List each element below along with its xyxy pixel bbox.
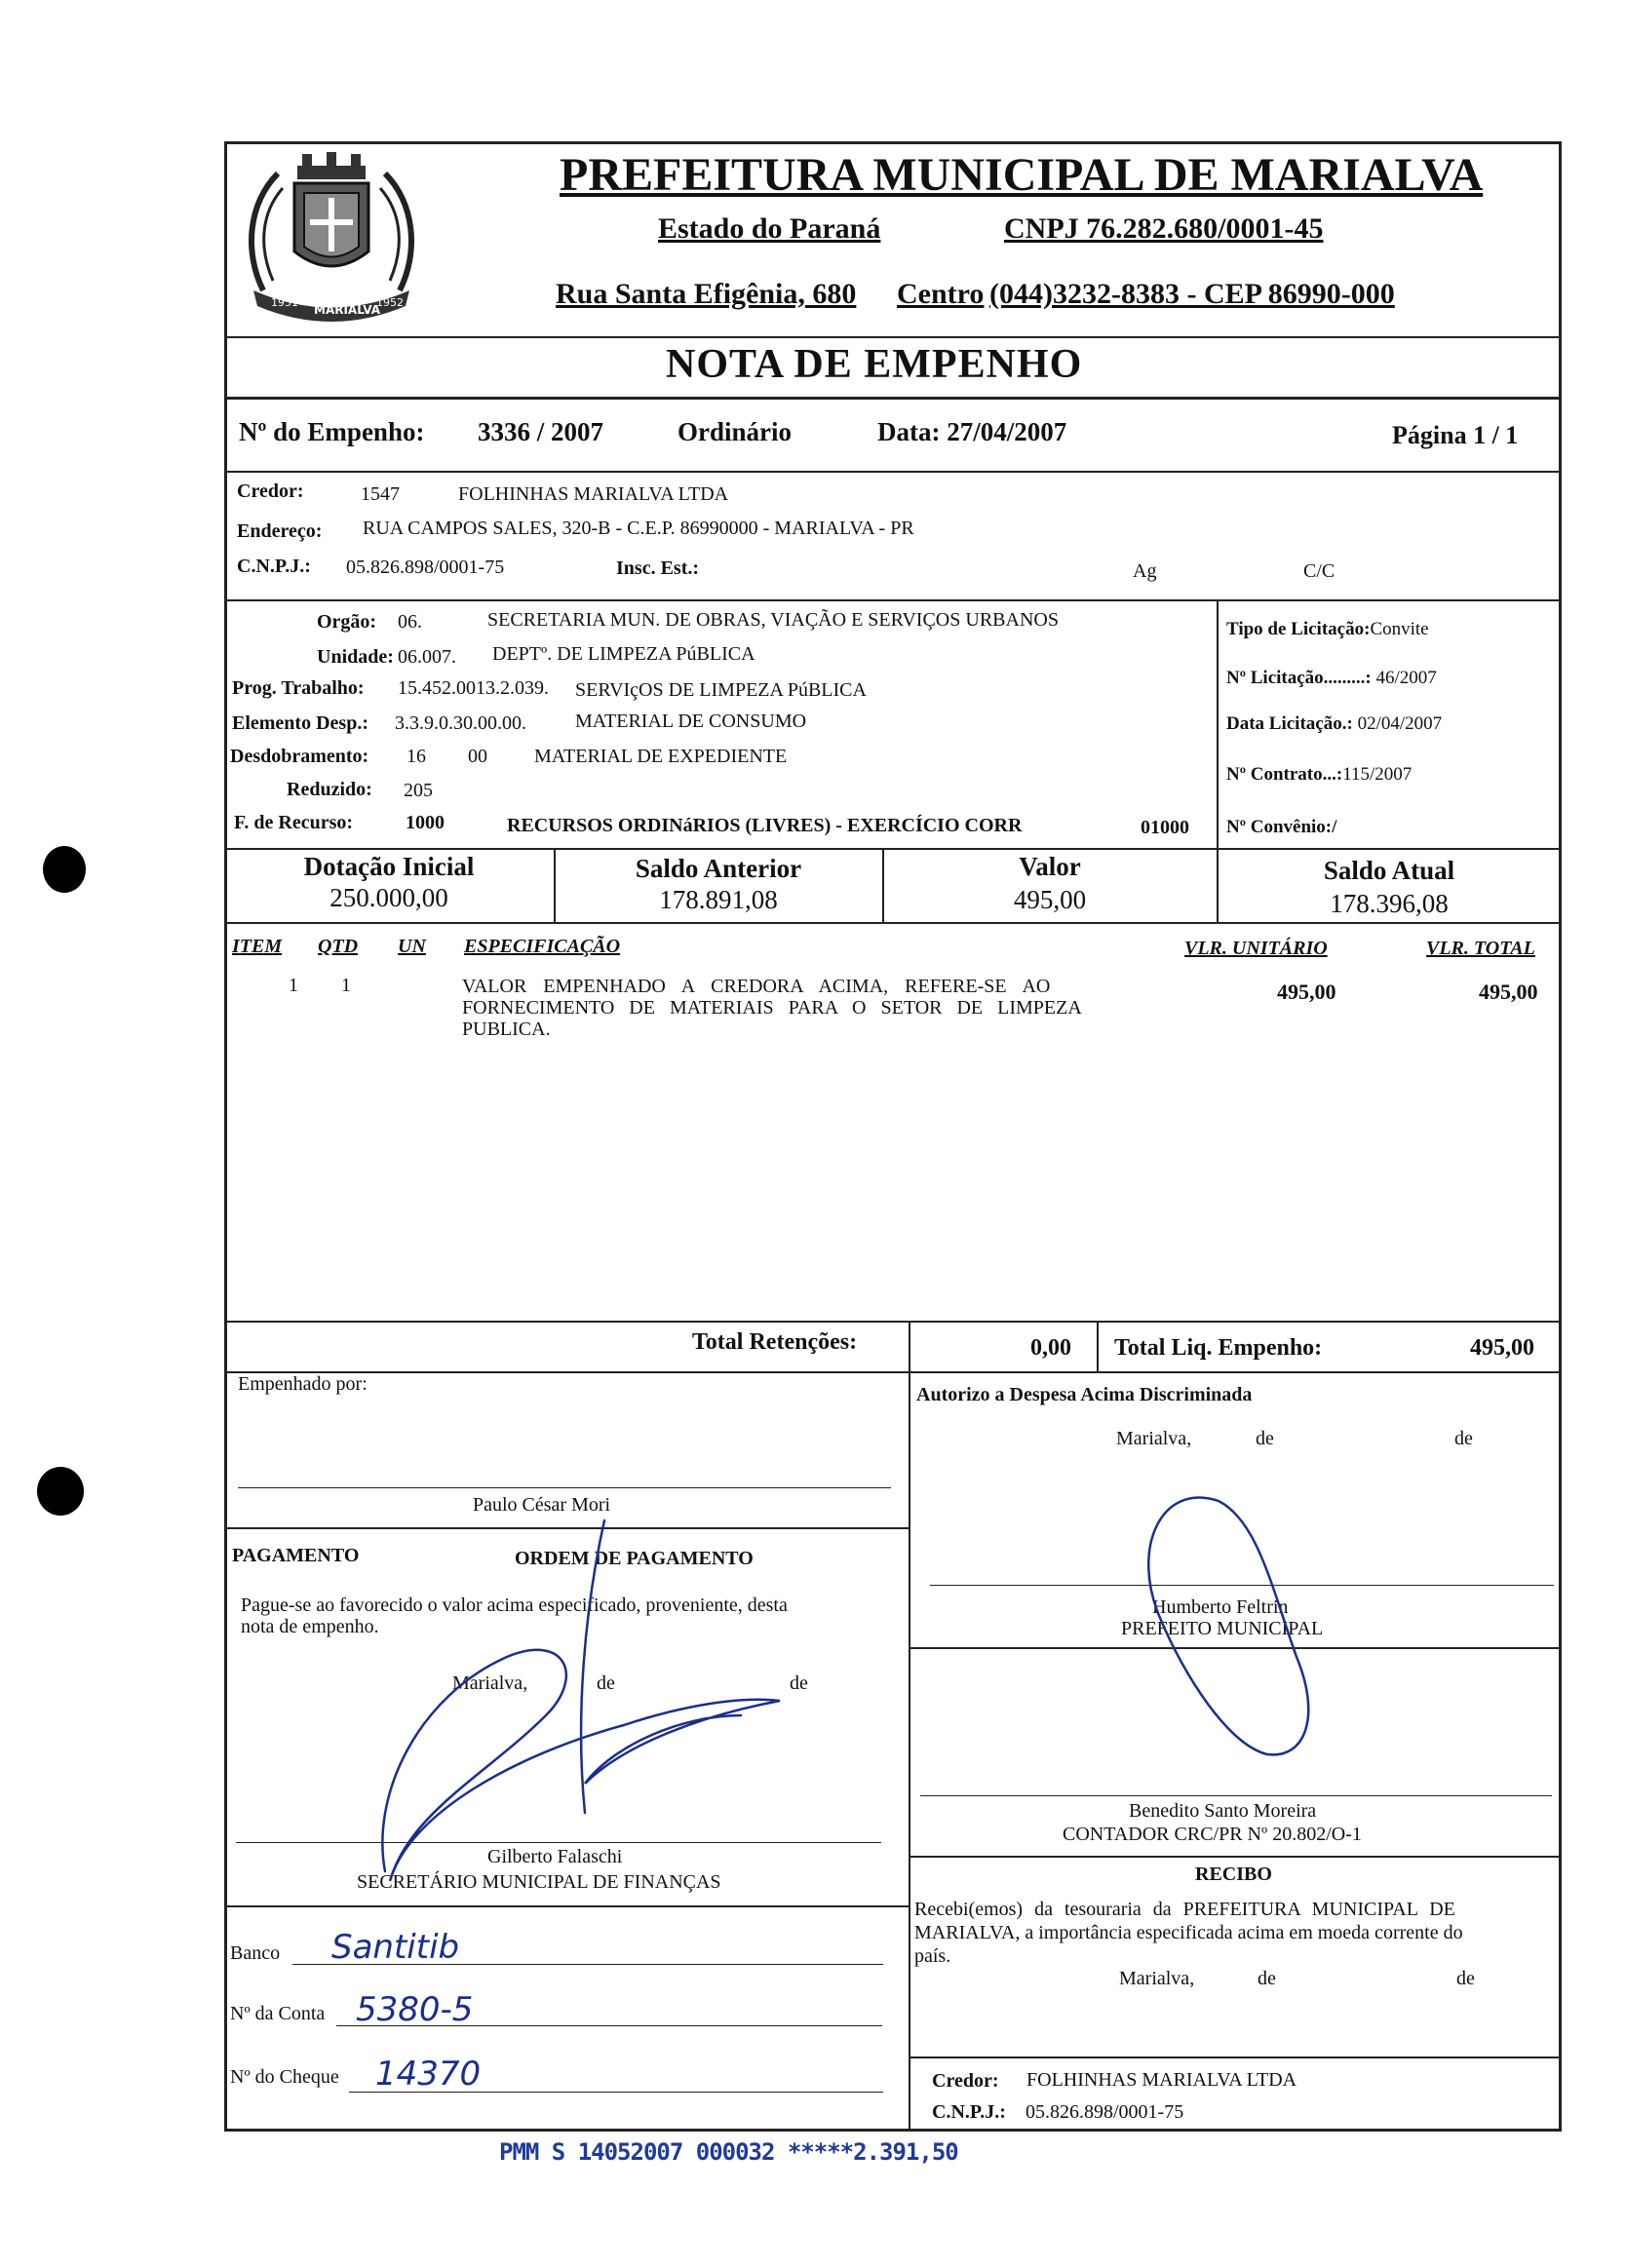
item-unit-value: 495,00 — [1277, 980, 1336, 1004]
prog-code: 15.452.0013.2.039. — [398, 677, 549, 699]
prefeito-name: Humberto Feltrin — [1152, 1596, 1289, 1618]
header-phone-cep: (044)3232-8383 - CEP 86990-000 — [989, 278, 1395, 310]
recibo-de2: de — [1456, 1968, 1475, 1989]
desd-label: Desdobramento: — [230, 746, 369, 767]
cc-label: C/C — [1303, 560, 1336, 582]
recurso-label: F. de Recurso: — [234, 812, 354, 833]
col-qtd-header: QTD — [318, 936, 359, 957]
valor-value: 495,00 — [1013, 885, 1087, 914]
saldo-anterior-value: 178.891,08 — [659, 885, 778, 914]
recurso-num: 01000 — [1141, 817, 1189, 838]
autorizo-label: Autorizo a Despesa Acima Discriminada — [916, 1384, 1253, 1405]
total-liq-label: Total Liq. Empenho: — [1114, 1335, 1323, 1361]
item-total-value: 495,00 — [1479, 980, 1538, 1004]
empenho-label: Nº do Empenho: — [239, 417, 425, 446]
header-cnpj: CNPJ 76.282.680/0001-45 — [1004, 212, 1324, 245]
orgao-label: Orgão: — [317, 611, 377, 633]
cheque-label: Nº do Cheque — [230, 2066, 339, 2088]
elem-desc: MATERIAL DE CONSUMO — [575, 711, 807, 732]
licitacao-num-label: Nº Licitação.........: 46/2007 — [1226, 668, 1437, 688]
total-retencoes-value: 0,00 — [1030, 1335, 1071, 1361]
pagamento-de2: de — [790, 1672, 808, 1694]
col-unit-header: VLR. UNITÁRIO — [1184, 938, 1328, 959]
total-retencoes-label: Total Retenções: — [692, 1329, 858, 1355]
financas-name: Gilberto Falaschi — [487, 1846, 623, 1867]
orgao-code: 06. — [398, 611, 422, 633]
empenho-date: Data: 27/04/2007 — [877, 417, 1067, 446]
recurso-code: 1000 — [406, 812, 445, 833]
recibo-line1: Recebi(emos) da tesouraria da PREFEITURA MUNICIPAL DE — [914, 1899, 1455, 1920]
pague-text-line1: Pague-se ao favorecido o valor acima especificado, proveniente, desta — [241, 1595, 788, 1616]
saldo-atual-value: 178.396,08 — [1330, 889, 1449, 918]
unidade-label: Unidade: — [317, 646, 394, 668]
header-address: Rua Santa Efigênia, 680 — [556, 278, 857, 310]
header-state: Estado do Paraná — [658, 212, 881, 245]
unidade-desc: DEPTº. DE LIMPEZA PúBLICA — [492, 643, 755, 665]
credor-address: RUA CAMPOS SALES, 320-B - C.E.P. 86990000 - MARIALVA - PR — [363, 518, 914, 539]
credor-cnpj: 05.826.898/0001-75 — [346, 557, 505, 578]
desd-desc: MATERIAL DE EXPEDIENTE — [534, 746, 788, 767]
recibo-marialva: Marialva, — [1119, 1968, 1195, 1989]
desd-code1: 16 — [406, 746, 426, 767]
item-desc-line3: PUBLICA. — [462, 1019, 551, 1040]
autorizo-marialva: Marialva, — [1116, 1428, 1192, 1449]
dotacao-value: 250.000,00 — [329, 883, 448, 912]
empenho-number: 3336 / 2007 — [478, 417, 604, 446]
contrato-label: Nº Contrato...:115/2007 — [1226, 764, 1413, 785]
pagamento-de1: de — [597, 1672, 615, 1694]
prefeito-signature-loop — [1148, 1498, 1308, 1755]
recibo-credor-name: FOLHINHAS MARIALVA LTDA — [1026, 2069, 1297, 2091]
prog-desc: SERVIçOS DE LIMPEZA PúBLICA — [575, 679, 867, 701]
licitacao-data-value: 02/04/2007 — [1357, 713, 1443, 734]
ag-label: Ag — [1133, 560, 1157, 582]
credor-label: Credor: — [237, 481, 304, 502]
total-liq-value: 495,00 — [1470, 1335, 1534, 1361]
dotacao-label: Dotação Inicial — [303, 852, 475, 881]
prog-label: Prog. Trabalho: — [232, 677, 365, 699]
banco-label: Banco — [230, 1942, 281, 1964]
empenho-type: Ordinário — [678, 417, 793, 446]
banco-value: Santitib — [331, 1928, 460, 1967]
contrato-value: 115/2007 — [1342, 764, 1413, 785]
licitacao-data-label: Data Licitação.: 02/04/2007 — [1226, 713, 1443, 734]
credor-code: 1547 — [361, 483, 400, 505]
elem-label: Elemento Desp.: — [232, 712, 368, 734]
recibo-line2: MARIALVA, a importância especificada acima em moeda corrente do — [914, 1922, 1463, 1943]
empenhado-name: Paulo César Mori — [473, 1494, 611, 1516]
header-title: PREFEITURA MUNICIPAL DE MARIALVA — [560, 149, 1484, 201]
recurso-desc: RECURSOS ORDINáRIOS (LIVRES) - EXERCÍCIO CORR — [507, 815, 1023, 836]
insc-label: Insc. Est.: — [616, 557, 700, 579]
empenho-page: Página 1 / 1 — [1392, 421, 1519, 449]
pagamento-label: PAGAMENTO — [232, 1545, 360, 1566]
desd-code2: 00 — [468, 746, 487, 767]
pague-text-line2: nota de empenho. — [241, 1616, 379, 1637]
credor-name: FOLHINHAS MARIALVA LTDA — [458, 483, 729, 505]
valor-label: Valor — [1019, 852, 1081, 881]
cnpj-label: C.N.P.J.: — [237, 556, 311, 577]
financas-title: SECRETÁRIO MUNICIPAL DE FINANÇAS — [357, 1871, 721, 1893]
cheque-value: 14370 — [375, 2055, 482, 2094]
col-item-header: ITEM — [232, 936, 283, 957]
elem-code: 3.3.9.0.30.00.00. — [395, 712, 526, 734]
conta-value: 5380-5 — [356, 1990, 474, 2029]
reduzido-label: Reduzido: — [287, 779, 372, 800]
saldo-atual-label: Saldo Atual — [1323, 856, 1455, 885]
recibo-de1: de — [1258, 1968, 1276, 1989]
item-number: 1 — [289, 975, 298, 996]
doc-title: NOTA DE EMPENHO — [666, 342, 1083, 387]
prefeito-title: PREFEITO MUNICIPAL — [1121, 1618, 1324, 1639]
empenhado-por-label: Empenhado por: — [238, 1373, 368, 1395]
col-total-header: VLR. TOTAL — [1426, 938, 1535, 959]
pagamento-marialva: Marialva, — [452, 1672, 528, 1694]
recibo-cnpj-value: 05.826.898/0001-75 — [1026, 2101, 1184, 2123]
contador-name: Benedito Santo Moreira — [1129, 1800, 1317, 1822]
item-desc-line1: VALOR EMPENHADO A CREDORA ACIMA, REFERE-SE AO — [462, 976, 1051, 997]
contador-title: CONTADOR CRC/PR Nº 20.802/O-1 — [1063, 1824, 1362, 1845]
col-espec-header: ESPECIFICAÇÃO — [464, 936, 621, 957]
saldo-anterior-label: Saldo Anterior — [635, 854, 802, 883]
recibo-cnpj-label: C.N.P.J.: — [932, 2101, 1006, 2123]
conta-label: Nº da Conta — [230, 2003, 326, 2024]
item-desc-line2: FORNECIMENTO DE MATERIAIS PARA O SETOR DE LIMPEZA — [462, 997, 1082, 1019]
recibo-line3: país. — [914, 1945, 951, 1967]
autorizo-de1: de — [1256, 1428, 1274, 1449]
orgao-desc: SECRETARIA MUN. DE OBRAS, VIAÇÃO E SERVIÇOS URBANOS — [487, 609, 1059, 631]
endereco-label: Endereço: — [237, 520, 323, 542]
crest-year-left: 1951 — [271, 296, 298, 309]
unidade-code: 06.007. — [398, 646, 456, 668]
licitacao-num-value: 46/2007 — [1375, 668, 1437, 688]
reduzido-code: 205 — [404, 780, 433, 801]
recibo-title: RECIBO — [1195, 1864, 1272, 1885]
licitacao-tipo-value: Convite — [1370, 619, 1429, 639]
ordem-pagamento-label: ORDEM DE PAGAMENTO — [515, 1548, 754, 1569]
autorizo-de2: de — [1454, 1428, 1473, 1449]
crest-year-right: 1952 — [376, 296, 404, 309]
col-un-header: UN — [398, 936, 426, 957]
recibo-credor-label: Credor: — [932, 2070, 999, 2092]
licitacao-tipo-label: Tipo de Licitação:Convite — [1226, 619, 1429, 639]
header-district: Centro — [897, 278, 985, 310]
convenio-label: Nº Convênio:/ — [1226, 817, 1337, 837]
item-qtd: 1 — [341, 975, 351, 996]
crest-banner-text: MARIALVA — [314, 303, 380, 317]
bank-stamp: PMM S 14052007 000032 *****2.391,50 — [499, 2138, 958, 2166]
